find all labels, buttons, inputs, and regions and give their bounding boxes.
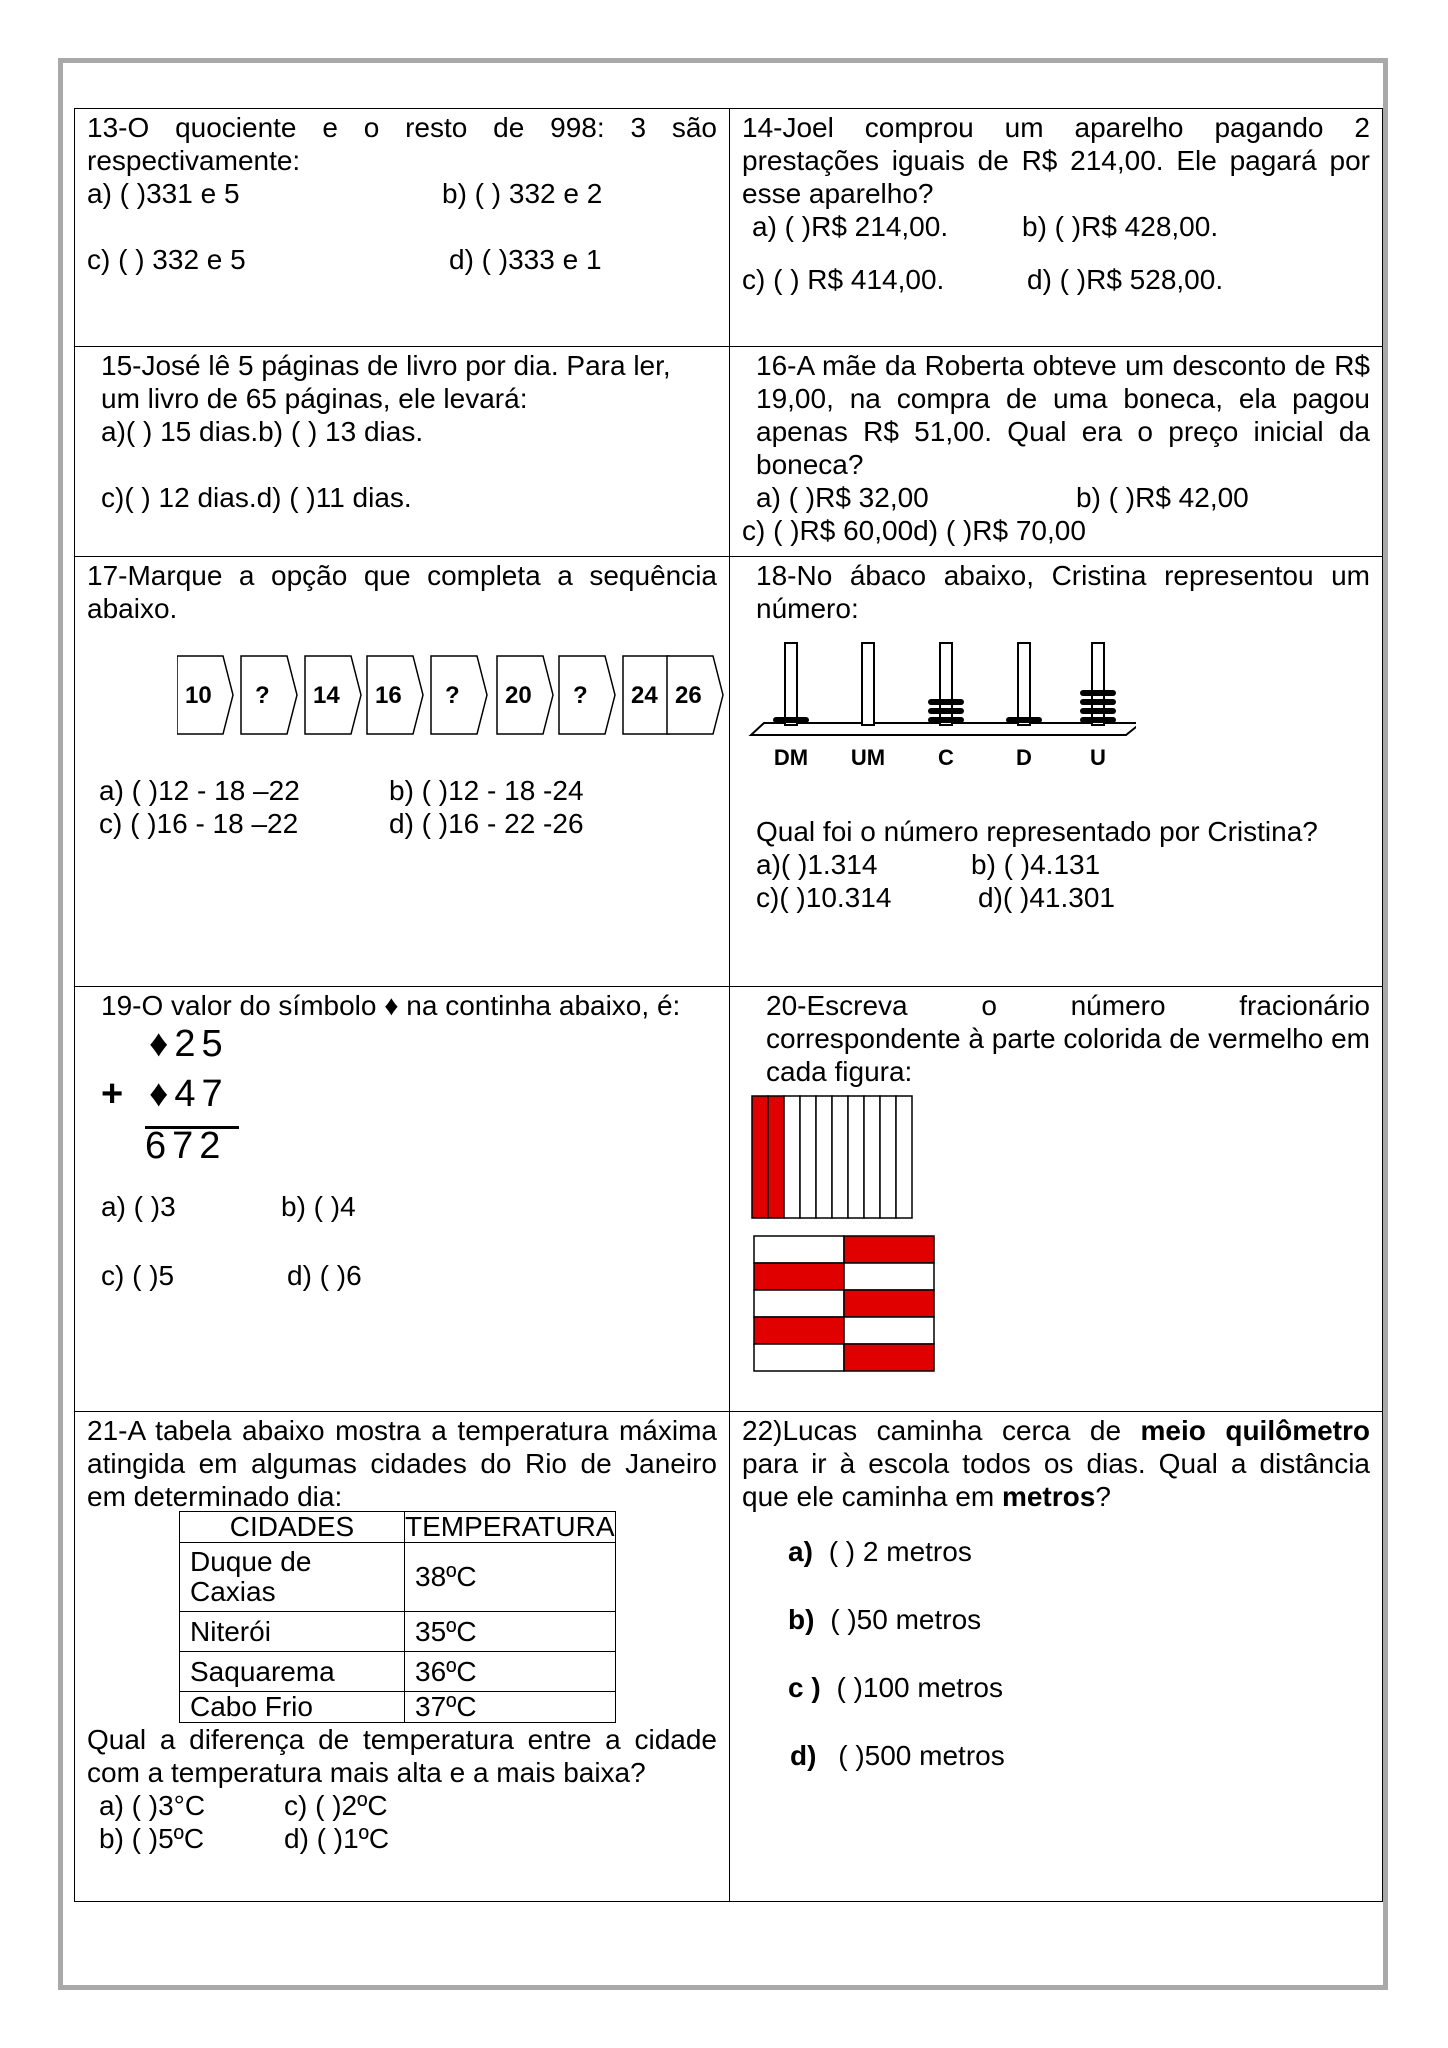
q22-option-b[interactable]: b) ( )50 metros [788, 1604, 982, 1635]
fig1-strip [768, 1096, 784, 1218]
sequence-value: ? [445, 682, 460, 709]
sequence-tag [559, 656, 615, 734]
q13-text: 13-O quociente e o resto de 998: 3 são respectivamente: [87, 112, 717, 176]
q13-option-a[interactable]: a) ( )331 e 5 [87, 178, 240, 209]
q22-options [742, 1535, 1370, 1807]
fig2-cell [754, 1236, 844, 1263]
table-cell-city: Duque de Caxias [180, 1543, 405, 1612]
q18-question: Qual foi o número representado por Cristina? [756, 816, 1318, 847]
abacus-bead [1080, 690, 1116, 696]
question-21 [75, 1412, 730, 1902]
sequence-value: 14 [313, 682, 340, 709]
table-cell-city: Niterói [180, 1612, 405, 1652]
table-cell-temp: 35ºC [405, 1612, 616, 1652]
q14-option-b[interactable]: b) ( )R$ 428,00. [1022, 211, 1219, 242]
q22-option-a[interactable]: a) ( ) 2 metros [788, 1536, 972, 1567]
table-row [180, 1652, 616, 1692]
abacus-figure [746, 635, 1136, 775]
table-cell-temp: 38ºC [405, 1543, 616, 1612]
fig1-strip [880, 1096, 896, 1218]
table-cell-city: Saquarema [180, 1652, 405, 1692]
abacus-label: UM [850, 745, 886, 770]
abacus-bead [1080, 708, 1116, 714]
q18-text: 18-No ábaco abaixo, Cristina representou um número: [756, 560, 1370, 624]
q19-option-a[interactable]: a) ( )3 [101, 1191, 176, 1222]
fraction-figures [742, 1092, 942, 1382]
q21-option-d[interactable]: d) ( )1ºC [284, 1823, 390, 1854]
fig2-cell [754, 1290, 844, 1317]
addition-result: 672 [145, 1125, 227, 1167]
sequence-value: 20 [505, 682, 532, 709]
fig2-cell [844, 1236, 934, 1263]
sequence-value: 24 [631, 682, 658, 709]
question-19 [75, 987, 730, 1412]
fig2-cell [754, 1344, 844, 1371]
plus-sign: + [101, 1073, 130, 1115]
table-row [180, 1692, 616, 1723]
fig2-cell [754, 1317, 844, 1344]
sequence-tag [241, 656, 297, 734]
table-row [180, 1612, 616, 1652]
fig1-strip [848, 1096, 864, 1218]
fig1-strip [832, 1096, 848, 1218]
abacus-bead [1006, 717, 1042, 723]
question-18 [730, 557, 1383, 987]
q13-option-b[interactable]: b) ( ) 332 e 2 [442, 178, 603, 209]
fig2-cell [844, 1344, 934, 1371]
abacus-bead [1080, 717, 1116, 723]
question-17 [75, 557, 730, 987]
q15-options-cd[interactable]: c)( ) 12 dias.d) ( )11 dias. [101, 482, 412, 513]
q18-option-d[interactable]: d)( )41.301 [978, 882, 1115, 913]
q19-option-b[interactable]: b) ( )4 [281, 1191, 356, 1222]
q19-option-d[interactable]: d) ( )6 [287, 1260, 362, 1291]
q17-option-a[interactable]: a) ( )12 - 18 –22 [99, 775, 300, 806]
sequence-value: ? [255, 682, 270, 709]
q16-option-b[interactable]: b) ( )R$ 42,00 [1076, 482, 1249, 513]
fig1-strip [784, 1096, 800, 1218]
q16-option-a[interactable]: a) ( )R$ 32,00 [756, 482, 929, 513]
question-16 [730, 347, 1383, 557]
addition-line-1: ♦25 [149, 1023, 229, 1065]
sequence-tag [497, 656, 553, 734]
q18-option-a[interactable]: a)( )1.314 [756, 849, 878, 880]
table-header-temperature: TEMPERATURA [405, 1511, 615, 1542]
q13-option-c[interactable]: c) ( ) 332 e 5 [87, 244, 246, 275]
fig2-cell [844, 1263, 934, 1290]
sequence-value: 10 [185, 682, 212, 709]
q22-option-c[interactable]: c ) ( )100 metros [788, 1672, 1003, 1703]
sequence-tags [177, 651, 737, 746]
q22-text: 22)Lucas caminha cerca de meio quilômetro para ir à escola todos os dias. Qual a distância que ele caminha em metros? [742, 1415, 1370, 1512]
q19-option-c[interactable]: c) ( )5 [101, 1260, 175, 1291]
sequence-value: 16 [375, 682, 402, 709]
abacus-label: D [1016, 745, 1032, 770]
abacus-label: DM [773, 745, 809, 770]
addition-line-2: ♦47 [149, 1073, 229, 1115]
abacus-bead [928, 708, 964, 714]
q17-text: 17-Marque a opção que completa a sequência abaixo. [87, 560, 717, 624]
table-cell-temp: 36ºC [405, 1652, 616, 1692]
sequence-tag [431, 656, 487, 734]
q21-option-c[interactable]: c) ( )2ºC [284, 1790, 388, 1821]
q21-text: 21-A tabela abaixo mostra a temperatura máxima atingida em algumas cidades do Rio de Janeiro em determinado dia: [87, 1415, 717, 1512]
question-14 [730, 109, 1383, 347]
fig2-cell [844, 1317, 934, 1344]
abacus-bead [928, 699, 964, 705]
abacus-label: U [1090, 745, 1106, 770]
sequence-value: ? [573, 682, 588, 709]
q21-option-b[interactable]: b) ( )5ºC [99, 1823, 205, 1854]
q17-option-b[interactable]: b) ( )12 - 18 -24 [389, 775, 584, 806]
temperature-table [179, 1511, 616, 1723]
q21-question: Qual a diferença de temperatura entre a cidade com a temperatura mais alta e a mais baixa? [87, 1724, 717, 1788]
fig1-strip [800, 1096, 816, 1218]
abacus-rod [773, 643, 809, 770]
abacus-bead [773, 717, 809, 723]
q18-option-c[interactable]: c)( )10.314 [756, 882, 892, 913]
q13-option-d[interactable]: d) ( )333 e 1 [449, 244, 602, 275]
q17-option-d[interactable]: d) ( )16 - 22 -26 [389, 808, 584, 839]
question-15 [75, 347, 730, 557]
abacus-rod [1006, 643, 1042, 770]
question-13 [75, 109, 730, 347]
abacus-rod [1080, 643, 1116, 770]
q14-option-a[interactable]: a) ( )R$ 214,00. [752, 211, 949, 242]
fig1-strip [816, 1096, 832, 1218]
q22-option-d[interactable]: d) ( )500 metros [790, 1740, 1005, 1771]
sequence-tag [367, 656, 423, 734]
q19-text: 19-O valor do símbolo ♦ na continha abaixo, é: [101, 990, 681, 1021]
sequence-tag [667, 656, 723, 734]
fig1-strip [864, 1096, 880, 1218]
q14-option-c[interactable]: c) ( ) R$ 414,00. [742, 264, 945, 295]
question-20 [730, 987, 1383, 1412]
table-cell-city: Cabo Frio [180, 1692, 405, 1723]
abacus-rod [851, 643, 885, 770]
fig1-strip [896, 1096, 912, 1218]
q15-options-ab[interactable]: a)( ) 15 dias.b) ( ) 13 dias. [101, 416, 424, 447]
q14-option-d[interactable]: d) ( )R$ 528,00. [1027, 264, 1224, 295]
fig2-cell [844, 1290, 934, 1317]
abacus-label: C [938, 745, 954, 770]
abacus-rod [928, 643, 964, 770]
q15-text: 15-José lê 5 páginas de livro por dia. Para ler, um livro de 65 páginas, ele levará: [101, 350, 671, 414]
q18-option-b[interactable]: b) ( )4.131 [971, 849, 1101, 880]
sequence-value: 26 [675, 682, 702, 709]
table-row [180, 1543, 616, 1612]
addition-problem [101, 1023, 717, 1176]
abacus-bead [928, 717, 964, 723]
fig2-cell [754, 1263, 844, 1290]
q16-text: 16-A mãe da Roberta obteve um desconto de R$ 19,00, na compra de uma boneca, ela pagou apenas R$ 51,00. Qual era o preço inicial da boneca? [756, 350, 1370, 480]
q16-options-cd[interactable]: c) ( )R$ 60,00d) ( )R$ 70,00 [742, 515, 1086, 546]
sequence-tag [177, 656, 233, 734]
q17-option-c[interactable]: c) ( )16 - 18 –22 [99, 808, 299, 839]
exercise-grid [74, 108, 1383, 1902]
sequence-tag [305, 656, 361, 734]
q14-text: 14-Joel comprou um aparelho pagando 2 prestações iguais de R$ 214,00. Ele pagará por esse aparelho? [742, 112, 1370, 209]
fig1-strip [752, 1096, 768, 1218]
question-22 [730, 1412, 1383, 1902]
abacus-bead [1080, 699, 1116, 705]
table-cell-temp: 37ºC [405, 1692, 616, 1723]
q21-option-a[interactable]: a) ( )3°C [99, 1790, 206, 1821]
q20-text: 20-Escreva o número fracionário correspondente à parte colorida de vermelho em cada figura: [766, 990, 1370, 1087]
table-header-cities: CIDADES [180, 1512, 405, 1543]
